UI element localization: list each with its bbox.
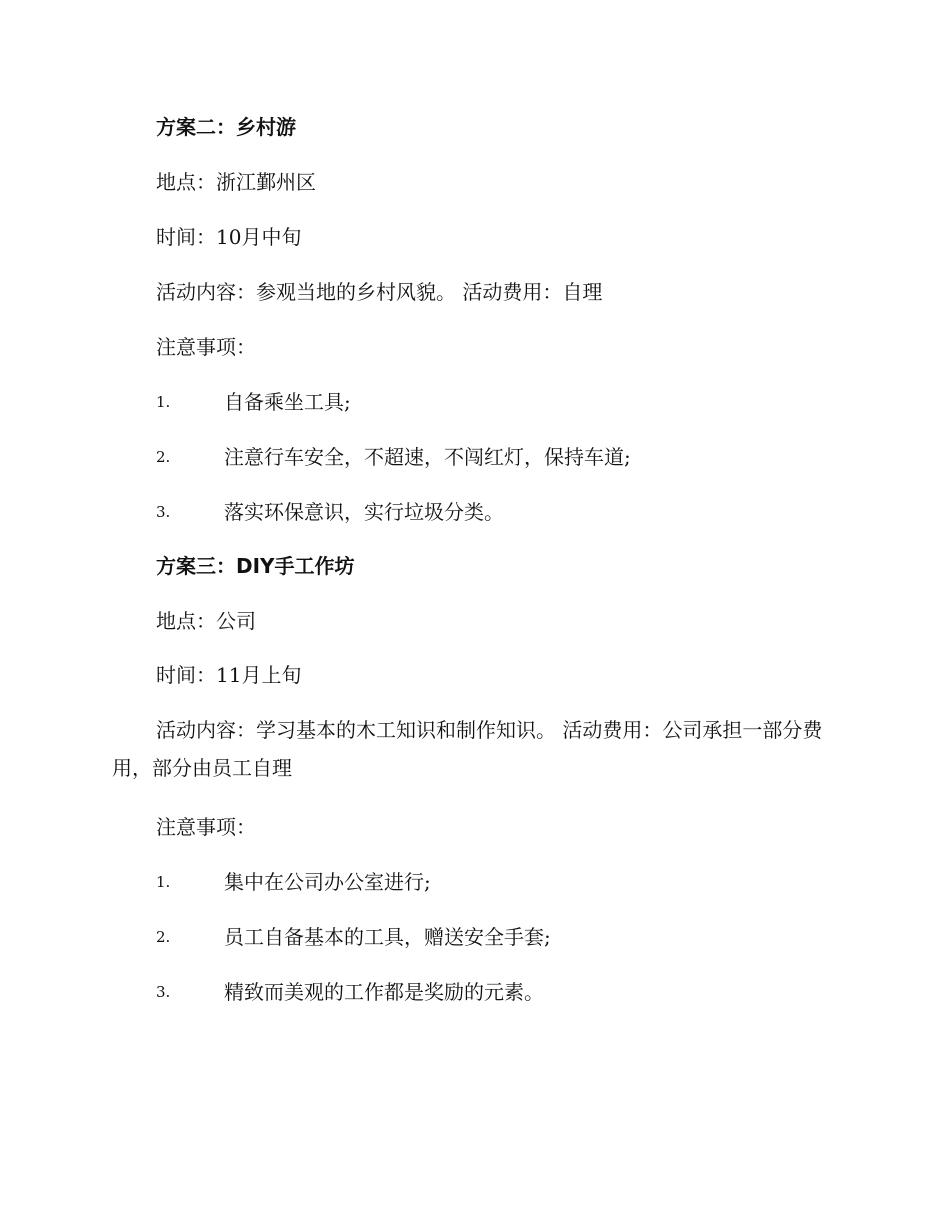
list-item-number: 2. xyxy=(156,448,171,466)
list-item: 员工自备基本的工具，赠送安全手套; xyxy=(224,925,551,949)
plan3-content: 活动内容：学习基本的木工知识和制作知识。 活动费用：公司承担一部分费用，部分由员工自理 xyxy=(112,718,823,780)
plan2-heading: 方案二：乡村游 xyxy=(156,115,296,139)
plan2-time: 时间：10月中旬 xyxy=(156,225,302,249)
plan3-location: 地点：公司 xyxy=(156,609,256,633)
list-item-number: 3. xyxy=(156,983,171,1001)
list-item: 自备乘坐工具; xyxy=(224,390,351,414)
list-item-number: 1. xyxy=(156,393,171,411)
plan2-content: 活动内容：参观当地的乡村风貌。 活动费用：自理 xyxy=(156,280,603,304)
list-item: 落实环保意识，实行垃圾分类。 xyxy=(224,500,504,524)
list-item: 精致而美观的工作都是奖励的元素。 xyxy=(224,980,544,1004)
plan2-location: 地点：浙江鄞州区 xyxy=(156,170,316,194)
plan3-notes-label: 注意事项： xyxy=(156,815,256,839)
plan3-heading: 方案三：DIY手工作坊 xyxy=(156,554,355,578)
plan3-time: 时间：11月上旬 xyxy=(156,663,302,687)
plan2-notes-label: 注意事项： xyxy=(156,335,256,359)
list-item-number: 2. xyxy=(156,928,171,946)
list-item: 注意行车安全，不超速，不闯红灯，保持车道; xyxy=(224,445,631,469)
list-item-number: 3. xyxy=(156,503,171,521)
list-item: 集中在公司办公室进行; xyxy=(224,870,431,894)
list-item-number: 1. xyxy=(156,873,171,891)
